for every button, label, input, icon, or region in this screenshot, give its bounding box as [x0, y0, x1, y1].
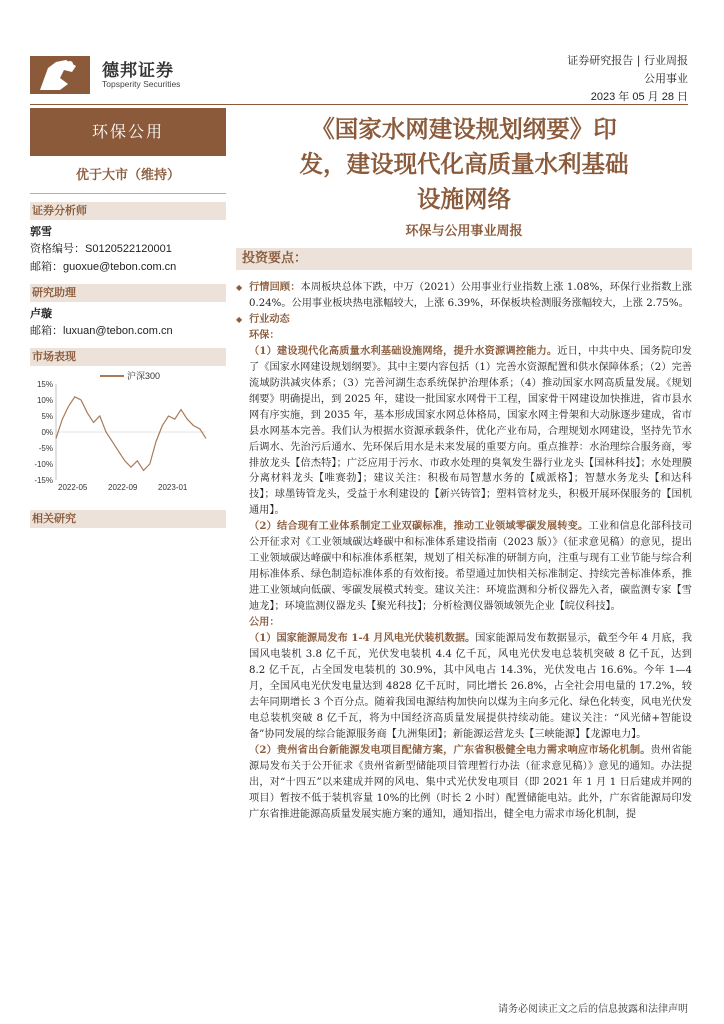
util-item-2-head: （2）贵州省出台新能源发电项目配储方案，广东省积极健全电力需求响应市场化机制。 [249, 743, 651, 756]
company-logo [30, 50, 250, 98]
rating-label: 优于大市（维持） [75, 168, 180, 183]
env-item-2-head: （2）结合现有工业体系制定工业双碳标准，推动工业领域零碳发展转变。 [249, 520, 589, 533]
rating-divider [30, 193, 226, 194]
y-tick-label: -15% [34, 476, 53, 485]
assistant-email-label: 邮箱： [30, 324, 63, 337]
util-label: 公用： [249, 616, 280, 629]
y-tick-label: -10% [34, 460, 53, 469]
analyst-license: S0120522120001 [85, 243, 172, 255]
bullet-diamond-icon: ◆ [236, 314, 243, 324]
logo-text-en: Topsperity Securities [102, 79, 181, 89]
market-chart-svg [30, 370, 226, 492]
env-item-1 [236, 344, 692, 519]
report-subtitle: 环保与公用事业周报 [405, 224, 523, 239]
x-tick-label: 2022-09 [108, 483, 138, 492]
x-tick-label: 2022-05 [58, 483, 88, 492]
env-item-2 [236, 519, 692, 615]
dynamics-label: 行业动态 [249, 312, 290, 325]
investment-points-heading: 投资要点： [236, 248, 692, 270]
report-body [236, 280, 692, 822]
market-chart [30, 370, 226, 492]
x-tick-label: 2023-01 [158, 483, 188, 492]
util-item-1-head: （1）国家能源局发布 1-4 月风电光伏装机数据。 [249, 632, 476, 645]
header-divider [30, 104, 688, 105]
assistant-email[interactable]: luxuan@tebon.com.cn [63, 325, 173, 337]
report-industry: 公用事业 [644, 72, 688, 85]
report-meta [567, 52, 688, 106]
bullet-diamond-icon: ◆ [236, 283, 243, 292]
y-tick-label: 10% [36, 396, 53, 405]
analyst-license-label: 资格编号： [30, 242, 85, 255]
env-item-1-text: 近日，中共中央、国务院印发了《国家水网建设规划纲要》。其中主要内容包括（1）完善水资源配置和供水保障体系；（2）完善流域防洪减灾体系；（3）完善河湖生态系统保护治理体系；（4）推动国家水网高质量发展。《规划纲要》明确提出，到 2025 年，建设一批国家水网骨干工程，国家骨干网建设加快推进，省市县水网有序实施，到 2035 年，基本形成国家水网总体格局，国家水网主骨架和大动脉逐步建成，省市县水网基本完善。我们认为根据水资源承载条件，优化产业布局，合理规划水网建设，坚持先节水后调水、先治污后通水、先环保后用水是未来发展的重要方向。重点推荐：水治理综合服务商，零排放龙头【倍杰特】；广泛应用于污水、市政水处理的臭氧发生器行业龙头【国林科技】；水处理膜分离材料龙头【唯赛勃】；建议关注：积极布局智慧水务的【威派格】；智慧水务龙头【和达科技】；球墨铸管龙头，受益于水利建设的【新兴铸管】；塑料管材龙头，积极开展环保服务的【国机通用】。 [249, 345, 692, 517]
env-label: 环保： [249, 328, 280, 341]
bullet-review [236, 280, 692, 312]
y-tick-label: 15% [36, 380, 53, 389]
title-line-2: 发，建设现代化高质量水利基础 [299, 150, 629, 178]
bullet-dynamics [236, 312, 692, 328]
analyst-email[interactable]: guoxue@tebon.com.cn [63, 261, 177, 273]
logo-mark-icon [30, 50, 90, 96]
env-item-2-text: 工业和信息化部科技司公开征求对《工业领域碳达峰碳中和标准体系建设指南（2023 版）》（征求意见稿）的意见，提出工业领域碳达峰碳中和标准体系框架，规划了相关标准的研制方向，注重与现有工业节能与综合利用标准体系、绿色制造标准体系的有效衔接。希望通过加快相关标准制定、持续完善标准体系，推进工业领域向低碳、零碳发展模式转变。建议关注：环境监测和分析仪器先入者，碳监测专家【雪迪龙】；环境监测仪器龙头【聚光科技】；分析检测仪器领域领先企业【皖仪科技】。 [249, 521, 693, 613]
assistant-heading: 研究助理 [30, 284, 226, 302]
review-text: 本周板块总体下跌，中万（2021）公用事业行业指数上涨 1.08%，环保行业指数上涨 0.24%。公用事业板块热电涨幅较大，上涨 6.39%，环保板块检测服务涨幅较大，上涨 2.75%。 [249, 282, 693, 309]
title-line-1: 《国家水网建设规划纲要》印 [311, 115, 617, 143]
market-heading: 市场表现 [30, 348, 226, 366]
analyst-heading: 证券分析师 [30, 202, 226, 220]
sector-badge: 环保公用 [30, 108, 226, 156]
title-line-3: 设施网络 [417, 185, 511, 213]
util-item-1-text: 国家能源局发布数据显示，截至今年 4 月底，我国风电装机 3.8 亿千瓦，光伏发电装机 4.4 亿千瓦，风电光伏发电总装机突破 8 亿千瓦，达到 8.2 亿千瓦，占全国发电装机的 30.9%，其中风电占 14.3%，光伏发电占 16.6%。今年 1—4 月，全国风电光伏发电量达到 4828 亿千瓦时，同比增长 26.8%，占全社会用电量的 17.2%，较去年同期增长 3 个百分点。随着我国电源结构加快向以煤为主向多元化、绿色化转变，风电光伏发电总装机突破 8 亿千瓦，将为中国经济高质量发展提供持续动能。建议关注：“风光储+智能设备”协同发展的综合能源服务商【九洲集团】；新能源运营龙头【三峡能源】【龙源电力】。 [249, 633, 692, 740]
env-item-1-head: （1）建设现代化高质量水利基础设施网络，提升水资源调控能力。 [249, 344, 558, 357]
util-item-2 [236, 743, 692, 823]
analyst-info [30, 223, 226, 276]
assistant-info [30, 305, 226, 340]
y-tick-label: 5% [41, 412, 53, 421]
analyst-email-label: 邮箱： [30, 260, 63, 273]
assistant-name: 卢璇 [30, 307, 52, 320]
legend-label: 沪深300 [127, 371, 161, 381]
util-item-1 [236, 631, 692, 743]
review-label: 行情回顾： [249, 281, 301, 293]
footer-disclaimer: 请务必阅读正文之后的信息披露和法律声明 [498, 1004, 688, 1015]
sidebar [30, 108, 226, 528]
analyst-name: 郭雪 [30, 225, 52, 238]
util-item-2-text: 贵州省能源局发布关于公开征求《贵州省新型储能项目管理暂行办法（征求意见稿）》意见的通知。办法提出，对“十四五”以来建成并网的风电、集中式光伏发电项目（即 2021 年 1 月 1 日后建成并网的项目）暂按不低于装机容量 10%的比例（时长 2 小时）配置储能电站。此外，广东省能源局印发广东省推进能源高质量发展实施方案的通知，通知指出，健全电力需求市场化机制，提 [249, 744, 692, 820]
main-content [236, 112, 692, 822]
report-type: 证券研究报告 | 行业周报 [567, 54, 688, 67]
series-line-hs300 [56, 397, 206, 471]
logo-text-cn: 德邦证券 [102, 61, 174, 81]
report-title [236, 112, 692, 217]
related-heading: 相关研究 [30, 510, 226, 528]
report-date: 2023 年 05 月 28 日 [590, 91, 688, 103]
y-tick-label: -5% [38, 444, 53, 453]
y-tick-label: 0% [41, 428, 53, 437]
